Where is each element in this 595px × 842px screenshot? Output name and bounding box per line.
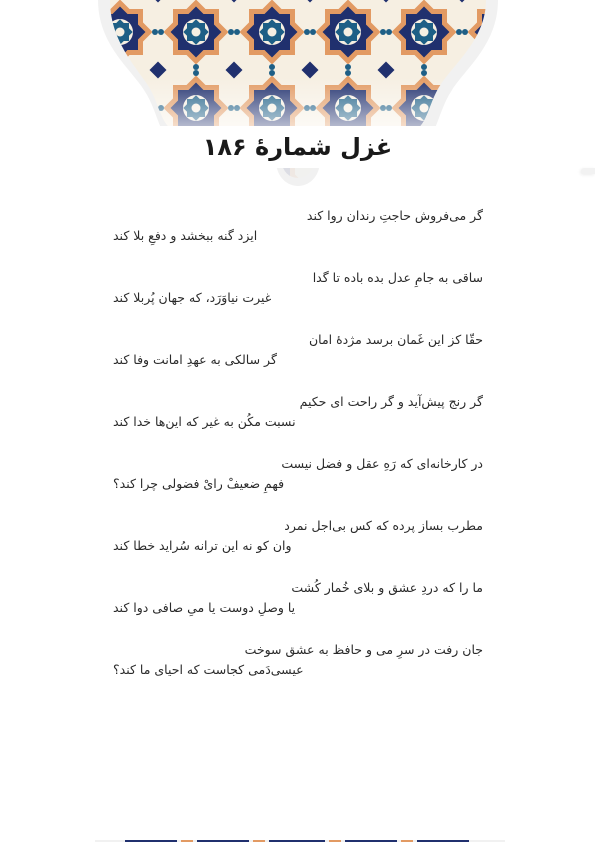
- hemistich-second: وان کو نه این ترانه سُراید خطا کند: [113, 538, 292, 553]
- hemistich-second: نسبت مکُن به غیر که این‌ها خدا کند: [113, 414, 296, 429]
- hemistich-second-row: [113, 598, 483, 618]
- poem-body: [113, 206, 483, 702]
- hemistich-second-row: [113, 288, 483, 308]
- hemistich-second: غیرت نیاوَرَد، که جهان پُربلا کند: [113, 290, 272, 305]
- tile-ornament-header: [0, 0, 595, 200]
- hemistich-first: مطرب بساز پرده که کس بی‌اجل نمرد: [284, 518, 483, 533]
- couplet: [113, 640, 483, 702]
- hemistich-first: حقّا کز این غَمان برسد مژدهٔ امان: [308, 332, 483, 347]
- hemistich-first: گر رنج پیش‌آید و گر راحت ای حکیم: [299, 394, 483, 409]
- hemistich-second-row: [113, 226, 483, 246]
- couplet: [113, 206, 483, 268]
- couplet: [113, 454, 483, 516]
- hemistich-second-row: [113, 412, 483, 432]
- couplet: [113, 268, 483, 330]
- hemistich-first: جان رفت در سرِ می و حافظ به عشق سوخت: [244, 642, 483, 657]
- hemistich-second: گر سالکی به عهدِ امانت وفا کند: [113, 352, 277, 367]
- hemistich-second: ایزد گنه ببخشد و دفعِ بلا کند: [113, 228, 258, 243]
- couplet: [113, 330, 483, 392]
- hemistich-second-row: [113, 536, 483, 556]
- hemistich-second-row: [113, 474, 483, 494]
- hemistich-first: گر می‌فروش حاجتِ رندان روا کند: [306, 208, 483, 223]
- couplet: [113, 516, 483, 578]
- hemistich-second-row: [113, 350, 483, 370]
- hemistich-first: ما را که دردِ عشق و بلای خُمار کُشت: [291, 580, 483, 595]
- hemistich-second: فهمِ ضعیفْ رایْ فضولی چرا کند؟: [113, 476, 285, 491]
- hemistich-first: ساقی به جامِ عدل بده باده تا گدا: [312, 270, 483, 285]
- hemistich-first: در کارخانه‌ای که رَهِ عقل و فضل نیست: [281, 456, 483, 471]
- hemistich-second: عیسی‌دَمی کجاست که احیای ما کند؟: [113, 662, 304, 677]
- hemistich-second-row: [113, 660, 483, 680]
- hemistich-second: یا وصلِ دوست یا میِ صافی دوا کند: [113, 600, 296, 615]
- couplet: [113, 578, 483, 640]
- poem-title: غزل شمارهٔ ۱۸۶: [202, 133, 393, 161]
- tile-ornament-footer: [0, 834, 595, 842]
- couplet: [113, 392, 483, 454]
